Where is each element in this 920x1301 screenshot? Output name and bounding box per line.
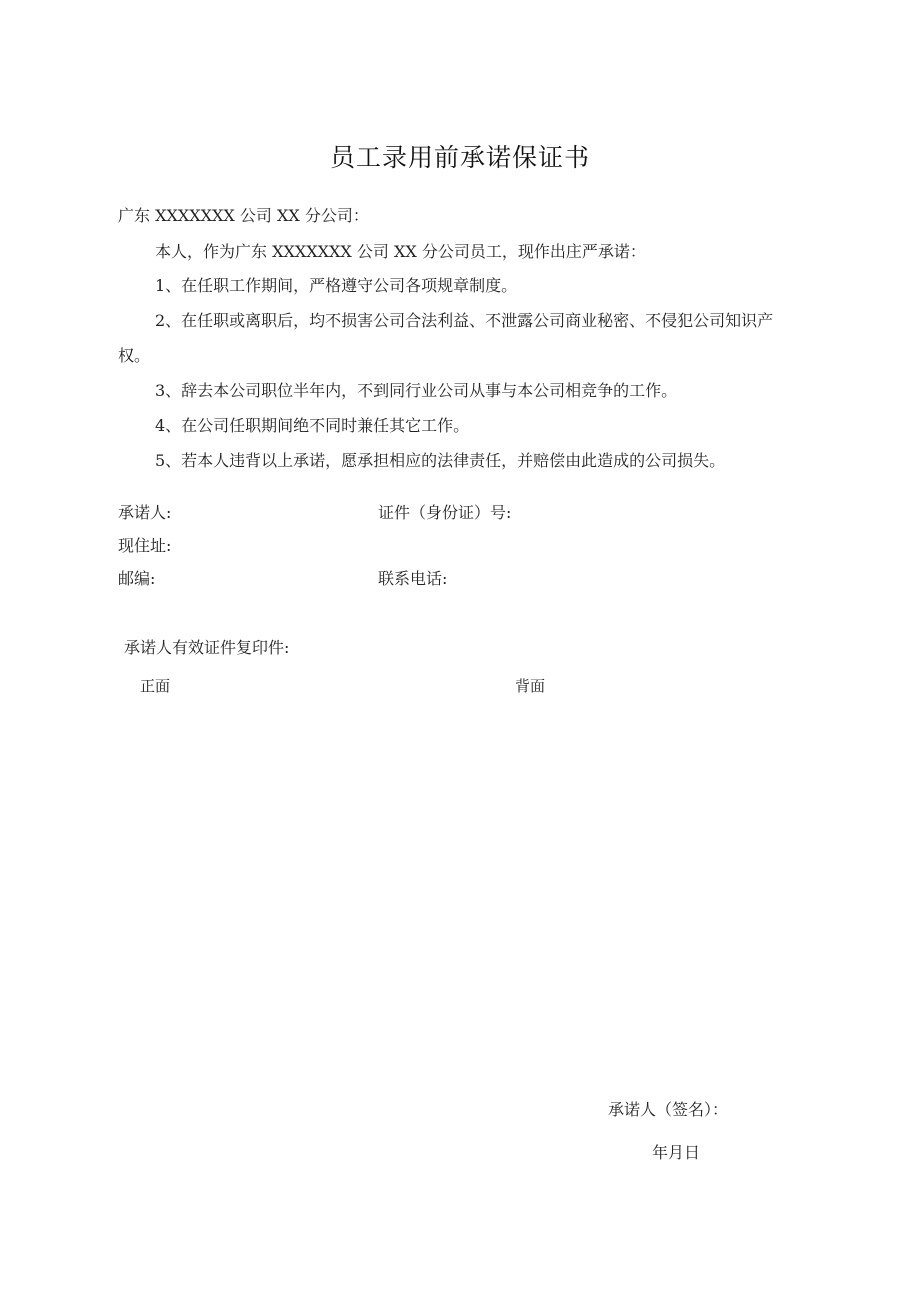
id-number-field-label: 证件（身份证）号: <box>378 503 512 522</box>
signature-label: 承诺人（签名）： <box>608 1100 729 1119</box>
salutation: 广东 XXXXXXX 公司 XX 分公司： <box>118 206 369 225</box>
intro-paragraph: 本人，作为广东 XXXXXXX 公司 XX 分公司员工，现作出庄严承诺： <box>155 242 646 261</box>
address-field-label: 现住址: <box>118 536 172 555</box>
postcode-field-label: 邮编: <box>118 569 156 588</box>
pledge-3: 3、辞去本公司职位半年内，不到同行业公司从事与本公司相竞争的工作。 <box>155 381 678 400</box>
promisor-field-label: 承诺人: <box>118 503 172 522</box>
pledge-4: 4、在公司任职期间绝不同时兼任其它工作。 <box>155 416 470 435</box>
pledge-1: 1、在任职工作期间，严格遵守公司各项规章制度。 <box>155 276 518 295</box>
phone-field-label: 联系电话: <box>378 569 448 588</box>
id-copy-back-label: 背面 <box>515 677 546 695</box>
pledge-5: 5、若本人违背以上承诺，愿承担相应的法律责任，并赔偿由此造成的公司损失。 <box>155 451 726 470</box>
signature-date: 年月日 <box>652 1143 701 1162</box>
document-title: 员工录用前承诺保证书 <box>329 143 590 172</box>
pledge-2-continued: 权。 <box>118 346 151 365</box>
pledge-2: 2、在任职或离职后，均不损害公司合法利益、不泄露公司商业秘密、不侵犯公司知识产 <box>155 311 774 330</box>
id-copy-front-label: 正面 <box>140 677 171 695</box>
id-copies-label: 承诺人有效证件复印件: <box>124 638 290 657</box>
